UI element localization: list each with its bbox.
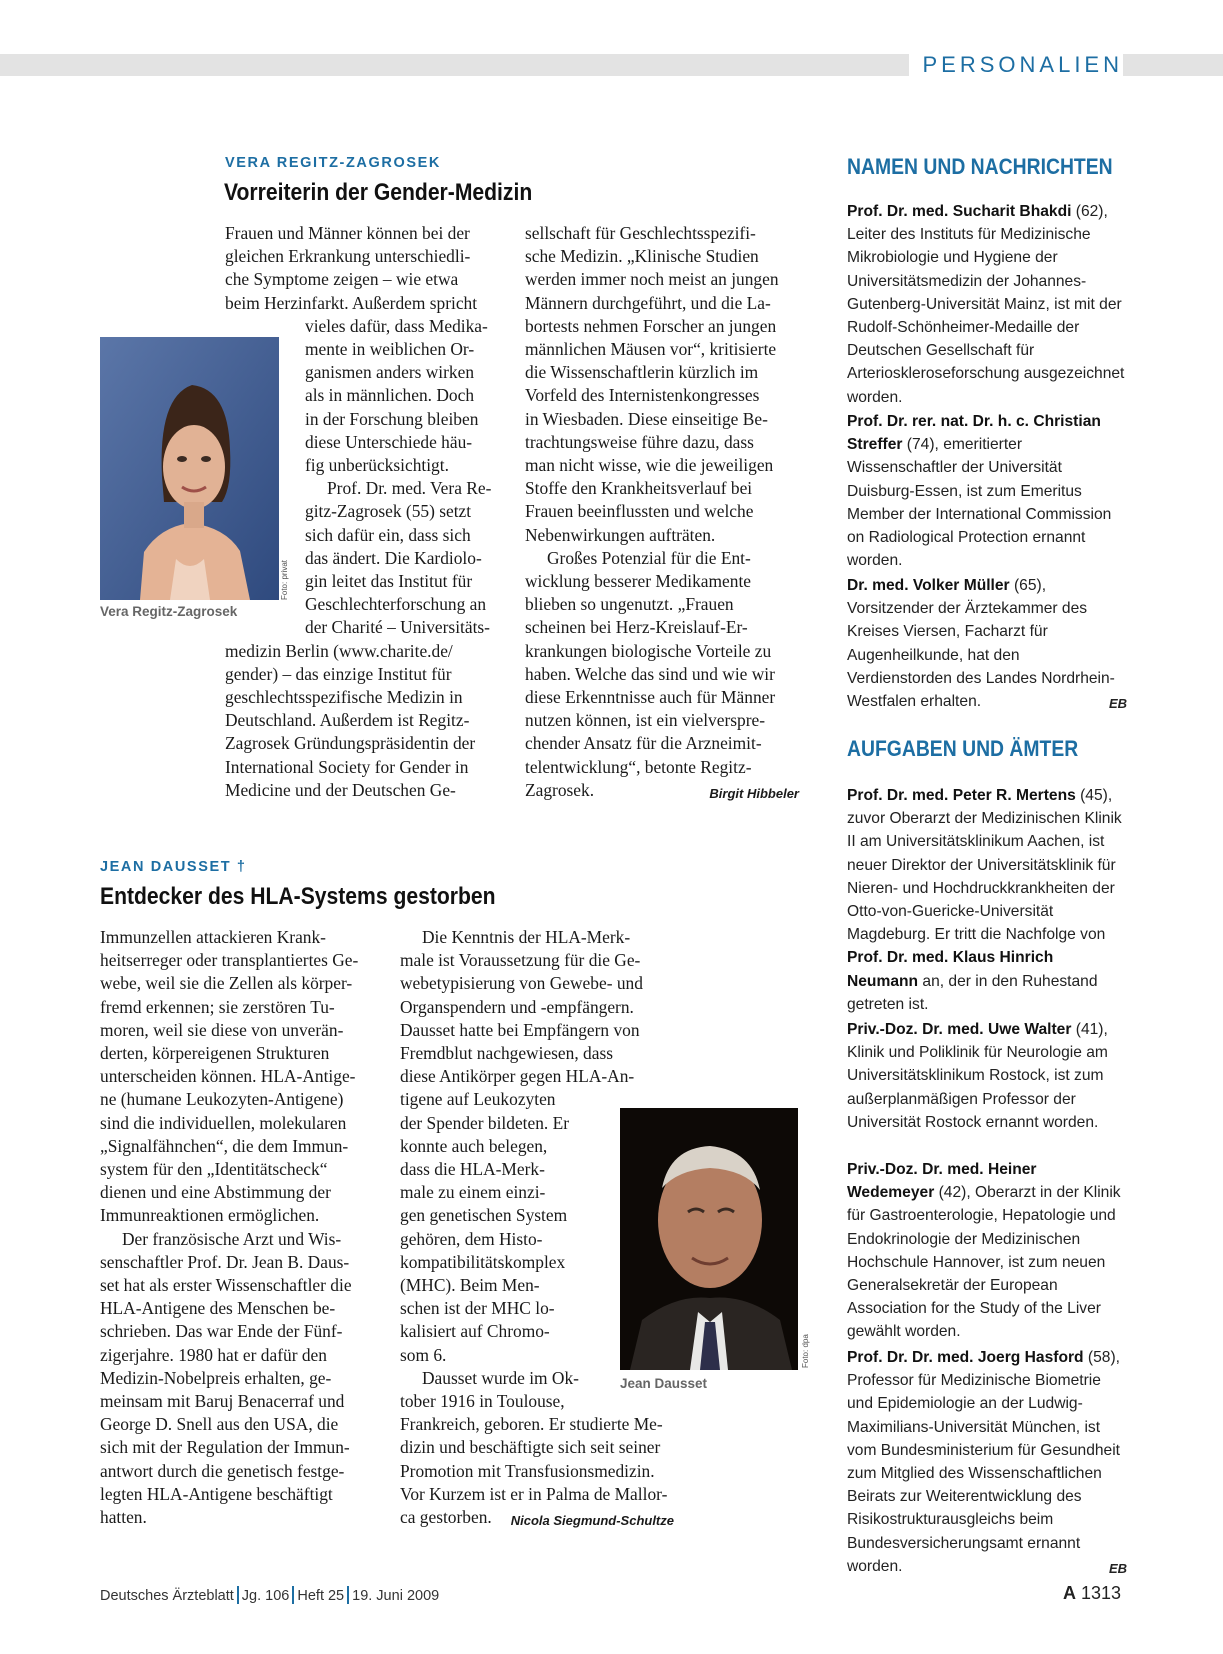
photo-caption-vera: Vera Regitz-Zagrosek (100, 604, 238, 619)
article1-author: Birgit Hibbeler (709, 785, 799, 801)
article2-last-line: ca gestorben. Nicola Siegmund-Schultze (400, 1506, 674, 1529)
article2-headline: Entdecker des HLA-Systems gestorben (100, 883, 496, 910)
sidebar-entry-streffer: Prof. Dr. rer. nat. Dr. h. c. Christian Streffer (74), emeritierter Wissenschaftler der Universität Duisburg-Essen, ist zum Emeritus Member der International Commission on Radiological Protection ernannt worden. (847, 413, 1112, 570)
footer-issue: Heft 25 (297, 1588, 345, 1604)
article2-kicker: JEAN DAUSSET † (100, 859, 247, 875)
photo-credit-dausset: Foto: dpa (801, 1334, 810, 1368)
article1-last-line: Zagrosek. Birgit Hibbeler (525, 779, 799, 802)
article1-headline: Vorreiterin der Gender-Medizin (224, 179, 533, 206)
article1-col1-bottom: medizin Berlin (www.charite.de/ gender) – das einzige Institut für geschlechtsspezifische Medizin in Deutschland. Außerdem ist Regitz- Zagrosek Gründungspräsidentin der International Society for Gender in Medicine und der Deutschen Ge- (225, 640, 476, 800)
article2-column-2: Die Kenntnis der HLA-Merk- male ist Voraussetzung für die Ge- webetypisierung von Gewebe- und Organspendern und -empfängern. Dausset hatte bei Empfängern von Fremdblut nachgewiesen, dass diese Antikörper gegen HLA-An- tigene auf Leukozyten der Spender bildeten. Er konnte auch belegen, dass die HLA-Merk- male zu einem einzi- gen genetischen System gehören, dem Histo- kompatibilitätskomplex (MHC). Beim Men- schen ist der MHC lo- kalisiert auf Chromo- som 6. Dausset wurde im Ok- tober 1916 in Toulouse, Frankreich, geboren. Er studierte Me- dizin und beschäftigte sich seit seiner Promotion mit Transfusionsmedizin. Vor Kurzem ist er in Palma de Mallor- ca gestorben. Nicola Siegmund-Schultze (400, 926, 674, 1532)
article2-column-1: Immunzellen attackieren Krank- heitserreger oder transplantiertes Ge- webe, weil sie die Zellen als körper- fremd erkennen; sie zerstören Tu- moren, weil sie diese von unverän- derten, körpereigenen Strukturen unterscheiden können. HLA-Antige- ne (humane Leukozyten-Antigene) sind die individuellen, molekularen „Signalfähnchen“, die dem Immun- system für den „Identitätscheck“ dienen und eine Abstimmung der Immunreaktionen ermöglichen. Der französische Arzt und Wis- senschaftler Prof. Dr. Jean B. Daus- set hat als erster Wissenschaftler die HLA-Antigene des Menschen be- schrieben. Das war Ende der Fünf- zigerjahre. 1980 hat er dafür den Medizin-Nobelpreis erhalten, ge- meinsam mit Baruj Benacerraf und George D. Snell aus den USA, die sich mit der Regulation der Immun- antwort durch die genetisch festge- legten HLA-Antigene beschäftigt hatten. (100, 927, 359, 1528)
article2-col2-narrow: tigene auf Leukozyten der Spender bildeten. Er konnte auch belegen, dass die HLA-Merk- male zu einem einzi- gen genetischen System gehören, dem Histo- kompatibilitätskomplex (MHC). Beim Men- schen ist der MHC lo- kalisiert auf Chromo- som 6. Dausset wurde im Ok- tober 1916 in Toulouse, (400, 1089, 579, 1412)
sidebar-title-aufgaben: AUFGABEN UND ÄMTER (847, 736, 1079, 761)
sidebar-entry-mueller: Dr. med. Volker Müller (65), Vorsitzender der Ärztekammer des Kreises Viersen, Facharzt für Augenheilkunde, hat den Verdienstorden des Landes Nordrhein-Westfalen erhalten. EB (847, 574, 1127, 715)
footer-journal: Deutsches Ärzteblatt (100, 1588, 234, 1604)
sidebar-entry-wedemeyer: Priv.-Doz. Dr. med. Heiner Wedemeyer (42), Oberarzt in der Klinik für Gastroenterologie, Hepatologie und Endokrinologie der Medizinischen Hochschule Hannover, ist zum neuen Generalsekretär der European Association for the Study of the Liver gewählt worden. (847, 1161, 1121, 1341)
sidebar-signature-eb: EB (1108, 1560, 1127, 1576)
footer-volume: Jg. 106 (241, 1588, 290, 1604)
article1-kicker: VERA REGITZ-ZAGROSEK (225, 155, 441, 171)
sidebar-signature-eb: EB (1108, 696, 1127, 712)
article1-column-2: sellschaft für Geschlechtsspezifi- sche Medizin. „Klinische Studien werden immer noch meist an jungen Männern durchgeführt, und die La- bortests nehmen Forscher an jungen männlichen Mäusen vor“, kritisierte die Wissenschaftlerin kürzlich im Vorfeld des Internistenkongresses in Wiesbaden. Diese einseitige Be- trachtungsweise führe dazu, dass man nicht wisse, wie die jeweiligen Stoffe den Krankheitsverlauf bei Frauen beeinflussten und welche Nebenwirkungen aufträten. Großes Potenzial für die Ent- wicklung besserer Medikamente blieben so ungenutzt. „Frauen scheinen bei Herz-Kreislauf-Er- krankungen biologische Vorteile zu haben. Welche das sind und wie wir diese Erkenntnisse auch für Männer nutzen können, ist ein vielverspre- chender Ansatz für die Arzneimit- telentwicklung“, betonte Regitz- Zagrosek. Birgit Hibbeler (525, 222, 799, 805)
sidebar-entry-mertens: Prof. Dr. med. Peter R. Mertens (45), zuvor Oberarzt der Medizinischen Klinik II am Universitätsklinikum Aachen, ist neuer Direktor der Universitätsklinik für Nieren- und Hochdruckkrankheiten der Otto-von-Guericke-Universität Magdeburg. Er tritt die Nachfolge von Prof. Dr. med. Klaus Hinrich Neumann an, der in den Ruhestand getreten ist. (847, 787, 1122, 1013)
footer (100, 1586, 439, 1604)
sidebar-entry-bhakdi: Prof. Dr. med. Sucharit Bhakdi (62), Leiter des Instituts für Medizinische Mikrobiologie und Hygiene der Universitätsmedizin der Johannes-Gutenberg-Universität Mainz, ist mit der Rudolf-Schönheimer-Medaille der Deutschen Gesellschaft für Arterioskleroseforschung ausgezeichnet worden. (847, 203, 1125, 406)
sidebar-entry-hasford: Prof. Dr. Dr. med. Joerg Hasford (58), Professor für Medizinische Biometrie und Epidemiologie an der Ludwig-Maximilians-Universität München, ist vom Bundesministerium für Gesundheit zum Mitglied des Wissenschaftlichen Beirats zur Weiterentwicklung des Risikostrukturausgleichs beim Bundesversicherungsamt ernannt worden. EB (847, 1346, 1127, 1580)
article1-col1-wrap: vieles dafür, dass Medika- mente in weiblichen Or- ganismen anders wirken als in männlichen. Doch in der Forschung bleiben diese Unterschiede häu- fig unberücksichtigt. Prof. Dr. med. Vera Re- gitz-Zagrosek (55) setzt sich dafür ein, dass sich das ändert. Die Kardiolo- gin leitet das Institut für Geschlechterforschung an der Charité – Universitäts- (305, 315, 492, 638)
page-number: A 1313 (1062, 1583, 1121, 1603)
photo-credit-vera: Foto: privat (280, 559, 289, 600)
sidebar-entry-walter: Priv.-Doz. Dr. med. Uwe Walter (41), Klinik und Poliklinik für Neurologie am Universitätsklinikum Rostock, ist zum außerplanmäßigen Professor der Universität Rostock ernannt worden. (847, 1021, 1108, 1131)
article1-column-1 (225, 222, 499, 802)
section-label: PERSONALIEN (909, 49, 1124, 81)
article2-author: Nicola Siegmund-Schultze (510, 1513, 674, 1529)
article1-col1-top: Frauen und Männer können bei der gleichen Erkrankung unterschiedli- che Symptome zeigen – wie etwa beim Herzinfarkt. Außerdem spricht (225, 223, 478, 313)
photo-caption-dausset: Jean Dausset (620, 1376, 708, 1391)
sidebar-title-namen: NAMEN UND NACHRICHTEN (847, 154, 1113, 179)
footer-date: 19. Juni 2009 (352, 1588, 440, 1604)
